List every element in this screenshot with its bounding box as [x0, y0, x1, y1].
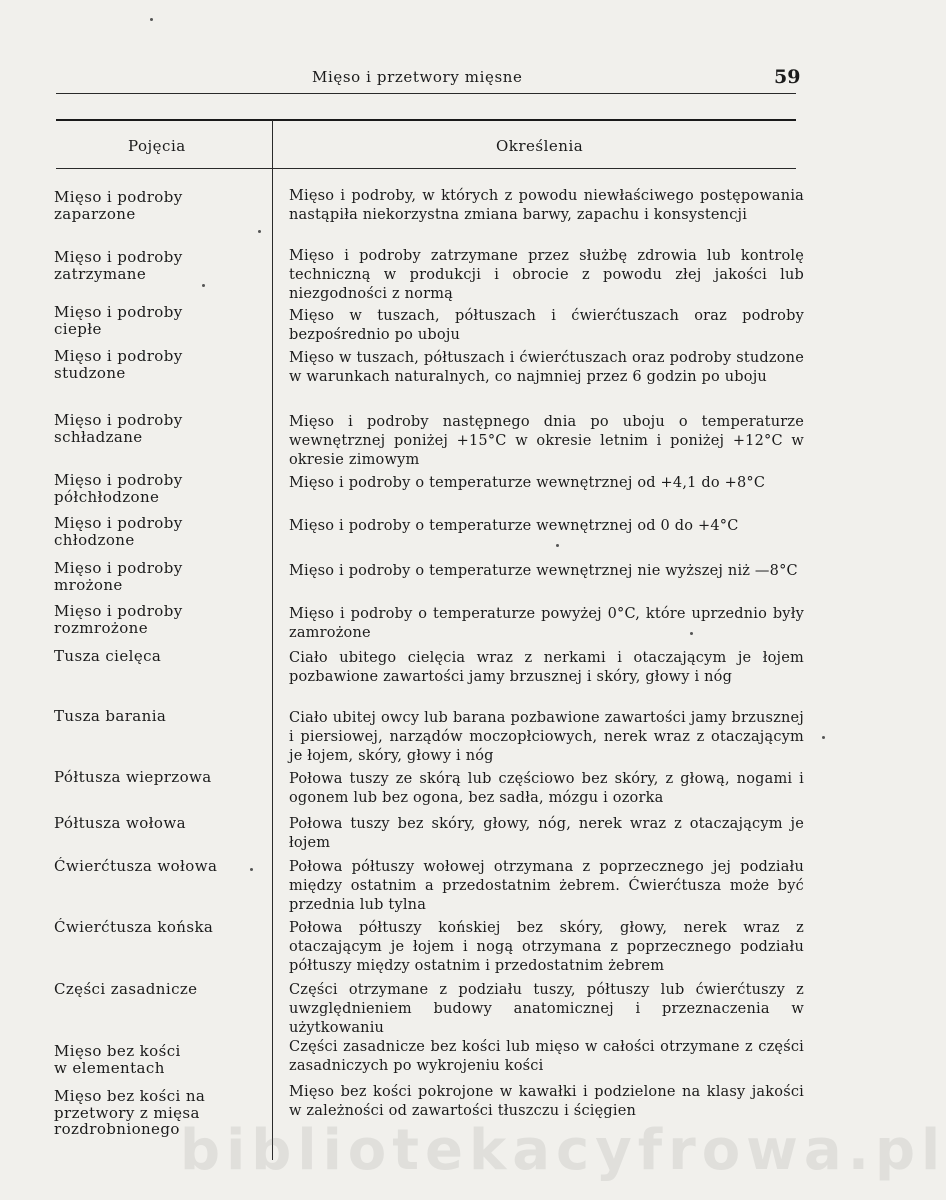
- column-header-definitions: Określenia: [496, 137, 584, 155]
- table-row-definition: Części otrzymane z podziału tuszy, półtuszy lub ćwierćtuszy z uwzględnieniem budowy anatomicznej i przeznaczenia w użytkowaniu: [289, 982, 804, 1036]
- page-number: 59: [774, 66, 801, 88]
- table-row-term: Półtusza wieprzowa: [54, 768, 212, 786]
- watermark-text: bibliotekacyfrowa.pl: [180, 1118, 946, 1183]
- scan-speck: [258, 230, 261, 233]
- table-row-definition: Części zasadnicze bez kości lub mięso w całości otrzymane z części zasadniczych po wykrojeniu kości: [289, 1039, 804, 1074]
- table-top-rule: [56, 119, 796, 121]
- scan-speck: [250, 868, 253, 871]
- table-row-term: Tusza cielęca: [54, 647, 162, 665]
- table-row-term: Mięso i podroby rozmrożone: [54, 602, 183, 637]
- column-divider: [272, 120, 273, 1160]
- table-row-term: Półtusza wołowa: [54, 814, 186, 832]
- table-row-definition: Mięso bez kości pokrojone w kawałki i podzielone na klasy jakości w zależności od zawartości tłuszczu i ścięgien: [289, 1084, 804, 1119]
- table-row-definition: Mięso w tuszach, półtuszach i ćwierćtuszach oraz podroby studzone w warunkach naturalnych, co najmniej przez 6 godzin po uboju: [289, 350, 804, 385]
- table-row-term: Części zasadnicze: [54, 980, 198, 998]
- table-row-term: Mięso i podroby studzone: [54, 347, 183, 382]
- table-row-definition: Mięso i podroby o temperaturze powyżej 0°C, które uprzednio były zamrożone: [289, 606, 804, 641]
- running-head: [0, 66, 857, 94]
- table-row-definition: Ciało ubitej owcy lub barana pozbawione zawartości jamy brzusznej i piersiowej, narządów moczopłciowych, nerek wraz z otaczającym je łojem, skóry, głowy i nóg: [289, 710, 804, 764]
- table-row-definition: Połowa tuszy bez skóry, głowy, nóg, nerek wraz z otaczającym je łojem: [289, 816, 804, 851]
- table-row-definition: Połowa półtuszy wołowej otrzymana z poprzecznego jej podziału między ostatnim a przedostatnim żebrem. Ćwierćtusza może być przednia lub tylna: [289, 859, 804, 913]
- table-row-definition: Mięso i podroby, w których z powodu niewłaściwego postępowania nastąpiła niekorzystna zmiana barwy, zapachu i konsystencji: [289, 188, 804, 223]
- scan-speck: [822, 736, 825, 739]
- table-row-definition: Ciało ubitego cielęcia wraz z nerkami i otaczającym je łojem pozbawione zawartości jamy brzusznej i skóry, głowy i nóg: [289, 650, 804, 685]
- table-head-rule: [56, 168, 796, 169]
- scan-speck: [150, 18, 153, 21]
- table-row-term: Mięso bez kości w elementach: [54, 1042, 181, 1077]
- column-header-terms: Pojęcia: [128, 137, 186, 155]
- table-row-term: Mięso bez kości na przetwory z mięsa rozdrobnionego: [54, 1087, 206, 1138]
- table-row-definition: Mięso i podroby następnego dnia po uboju o temperaturze wewnętrznej poniżej +15°C w okresie letnim i poniżej +12°C w okresie zimowym: [289, 414, 804, 468]
- table-row-definition: Mięso i podroby o temperaturze wewnętrznej nie wyższej niż —8°C: [289, 563, 798, 579]
- table-row-term: Mięso i podroby mrożone: [54, 559, 183, 594]
- table-row-definition: Mięso i podroby zatrzymane przez służbę zdrowia lub kontrolę techniczną w produkcji i obrocie z powodu złej jakości lub niezgodności z normą: [289, 248, 804, 302]
- table-row-definition: Połowa tuszy ze skórą lub częściowo bez skóry, z głową, nogami i ogonem lub bez ogona, bez sadła, mózgu i ozorka: [289, 771, 804, 806]
- scan-speck: [202, 284, 205, 287]
- table-row-term: Ćwierćtusza końska: [54, 918, 214, 936]
- table-row-term: Mięso i podroby półchłodzone: [54, 471, 183, 506]
- table-row-definition: Połowa półtuszy końskiej bez skóry, głowy, nerek wraz z otaczającym je łojem i nogą otrzymana z poprzecznego podziału półtuszy między ostatnim i przedostatnim żebrem: [289, 920, 804, 974]
- header-rule: [56, 93, 796, 94]
- table-row-term: Mięso i podroby schładzane: [54, 411, 183, 446]
- table-row-term: Mięso i podroby zatrzymane: [54, 248, 183, 283]
- table-row-term: Mięso i podroby chłodzone: [54, 514, 183, 549]
- table-row-definition: Mięso i podroby o temperaturze wewnętrznej od 0 do +4°C: [289, 518, 739, 534]
- table-row-definition: Mięso i podroby o temperaturze wewnętrznej od +4,1 do +8°C: [289, 475, 766, 491]
- table-row-term: Tusza barania: [54, 707, 167, 725]
- table-row-term: Mięso i podroby ciepłe: [54, 303, 183, 338]
- table-row-definition: Mięso w tuszach, półtuszach i ćwierćtuszach oraz podroby bezpośrednio po uboju: [289, 308, 804, 343]
- table-row-term: Mięso i podroby zaparzone: [54, 188, 183, 223]
- scan-speck: [556, 544, 559, 547]
- running-title: Mięso i przetwory mięsne: [312, 68, 523, 86]
- scan-speck: [690, 632, 693, 635]
- table-row-term: Ćwierćtusza wołowa: [54, 857, 218, 875]
